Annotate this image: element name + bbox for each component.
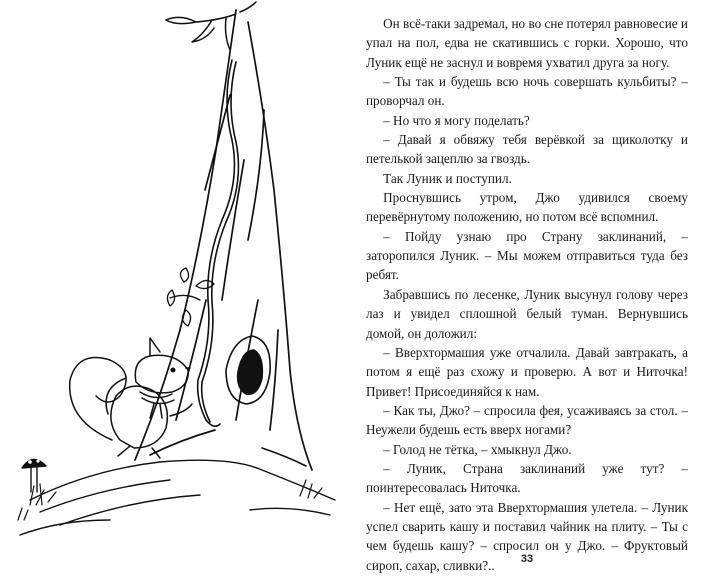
leaf-twig (167, 268, 214, 326)
paragraph: – Нет ещё, зато эта Вверхтормашия улетела. – Луник успел сварить кашу и поставил чайник на плиту. – Ты с чем будешь кашу? – спросил он у Джо. – Фруктовый сироп, сахар, сливки?.. (366, 499, 688, 573)
paragraph: – Но что я могу поделать? (383, 112, 530, 128)
tree-trunk (135, 10, 312, 470)
page-number: 33 (520, 553, 534, 565)
tree-squirrel-illustration (0, 0, 352, 580)
paragraph: – Ты так и будешь всю ночь совершать кульбиты? – проворчал он. (366, 74, 688, 109)
top-branch (166, 2, 256, 50)
paragraph: Он всё-таки задремал, но во сне потерял равновесие и упал на пол, едва не скатившись с горки. Хорошо, что Луник ещё не заснул и вовремя ухватил друга за ногу. (366, 16, 688, 70)
paragraph: – Как ты, Джо? – спросила фея, усаживаясь за стол. – Неужели будешь есть вверх ногами? (366, 402, 688, 438)
paragraph: Забравшись по лесенке, Луник высунул голову через лаз и увидел сплошной белый туман. Вернувшись домой, он доложил: (366, 286, 688, 341)
story-text (366, 14, 688, 575)
paragraph: Проснувшись утром, Джо удивился своему перевёрнутому положению, но потом всё вспомнил. (366, 190, 688, 225)
squirrel (70, 338, 192, 458)
grass (18, 480, 322, 520)
ground-lines (20, 460, 335, 535)
paragraph: – Вверхтормашия уже отчалила. Давай завтракать, а потом я ещё раз схожу и проверю. А вот и Ниточка! Привет! Присоединяйся к нам. (366, 344, 688, 399)
paragraph: – Голод не тётка, – хмыкнул Джо. (383, 441, 572, 457)
rope (198, 60, 239, 426)
paragraph: – Давай я обвяжу тебя верёвкой за щиколотку и петелькой зацеплю за гвоздь. (366, 132, 688, 167)
paragraph: – Луник, Страна заклинаний уже тут? – поинтересовалась Ниточка. (366, 460, 688, 496)
paragraph: Так Луник и поступил. (383, 170, 512, 186)
tree-hollow (226, 336, 270, 404)
paragraph: – Пойду узнаю про Страну заклинаний, – заторопился Луник. – Мы можем отправиться туда без ребят. (366, 228, 688, 283)
